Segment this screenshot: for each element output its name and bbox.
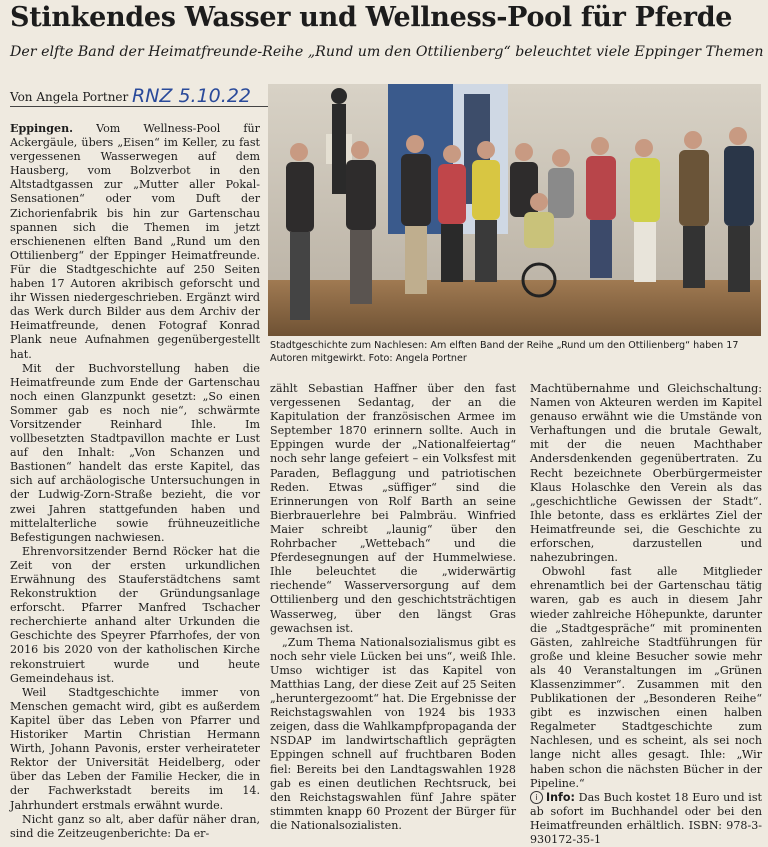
handwritten-note: RNZ 5.10.22 [132, 85, 251, 107]
subheadline: Der elfte Band der Heimatfreunde-Reihe „Rund um den Ottilienberg“ beleuchtet viele Eppinger Themen [10, 44, 764, 60]
info-text: Das Buch kostet 18 Euro und ist ab sofort im Buchhandel oder bei den Heimatfreunden erhältlich. ISBN: 978-3-930172-35-1 [530, 790, 762, 846]
article-paragraph: zählt Sebastian Haffner über den fast vergessenen Sedantag, der an die Kapitulation der französischen Armee im September 1870 erinnern sollte. Auch in Eppingen wurde der „Nationalfeiertag“ noch sehr lange gefeiert – ein Volksfest mit Paraden, Beflaggung und patriotischen Reden. Etwas „süffiger“ sind die Erinnerungen von Rolf Barth an seine Bierbrauerlehre bei Palmbräu. Winfried Maier schreibt „launig“ über den Rohrbacher „Wettebach“ und die Pferdesegnungen auf der Hummelwiese. Ihle beleuchtet die „widerwärtig riechende“ Wasserversorgung auf dem Ottilienberg und den geschichtsträchtigen Wasserweg, über den längst Gras gewachsen ist. [270, 382, 516, 635]
article-paragraph: Ehrenvorsitzender Bernd Röcker hat die Zeit von der ersten urkundlichen Erwähnung des Stauferstädtchens samt Rekonstruktion der Gründungsanlage erforscht. Pfarrer Manfred Tschacher recherchierte anhand alter Urkunden die Geschichte des Speyrer Pfarrhofes, der von 2016 bis 2020 von der katholischen Kirche rekonstruiert wurde und heute Gemeindehaus ist. [10, 544, 260, 685]
article-column-2 [270, 382, 516, 833]
paragraph-text: Vom Wellness-Pool für Ackergäule, übers „Eisen“ im Keller, zu fast vergessenen Wasserwegen auf dem Hausberg, vom Bolzverbot in den Altstadtgassen zur „Mutter aller Pokal-Sensationen“ oder vom Duft der Zichorienfabrik bis hin zur Gartenschau spannen sich die Themen im jetzt erschienenen elften Band „Rund um den Ottilienberg“ der Eppinger Heimatfreunde. Für die Stadtgeschichte auf 250 Seiten haben 17 Autoren akribisch geforscht und ihr Wissen niedergeschrieben. Ergänzt wird das Werk durch Bilder aus dem Archiv der Heimatfreunde, denen Fotograf Konrad Plank neue Aufnahmen gegenübergestellt hat. [10, 122, 260, 361]
dateline: Eppingen. [10, 122, 73, 135]
group-photo [268, 84, 761, 336]
group-photo-illustration [268, 84, 761, 336]
article-paragraph: „Zum Thema Nationalsozialismus gibt es noch sehr viele Lücken bei uns“, weiß Ihle. Umso wichtiger ist das Kapitel von Matthias Lang, der diese Zeit auf 25 Seiten „heruntergezoomt“ hat. Die Ergebnisse der Reichstagswahlen von 1924 bis 1933 zeigen, dass die Wahlkampfpropaganda der NSDAP im landwirtschaftlich geprägten Eppingen schnell auf fruchtbaren Boden fiel: Bereits bei den Landtagswahlen 1928 gab es einen deutlichen Rechtsruck, bei den Reichstagswahlen fünf Jahre später stimmten knapp 60 Prozent der Bürger für die Nationalsozialisten. [270, 635, 516, 832]
article-paragraph: Obwohl fast alle Mitglieder ehrenamtlich bei der Gartenschau tätig waren, gab es auch in diesem Jahr wieder zahlreiche Höhepunkte, darunter die „Stadtgespräche“ mit prominenten Gästen, zahlreiche Stadtführungen für große und kleine Besucher sowie mehr als 40 Veranstaltungen im „Grünen Klassenzimmer“. Zusammen mit den Publikationen der „Besonderen Reihe“ gibt es inzwischen einen halben Regalmeter Stadtgeschichte zum Nachlesen, und es scheint, als sei noch lange nicht alles gesagt. Ihle: „Wir haben schon die nächsten Bücher in der Pipeline.“ [530, 565, 762, 790]
info-label: Info: [546, 790, 575, 804]
article-column-1 [10, 122, 260, 841]
photo-caption: Stadtgeschichte zum Nachlesen: Am elften Band der Reihe „Rund um den Ottilienberg“ haben 17 Autoren mitgewirkt. Foto: Angela Portner [270, 340, 739, 364]
byline: Von Angela Portner [10, 90, 129, 104]
article-paragraph: Nicht ganz so alt, aber dafür näher dran, sind die Zeitzeugenberichte: Da er- [10, 812, 260, 840]
article-paragraph: Weil Stadtgeschichte immer von Menschen gemacht wird, gibt es außerdem Kapitel über das Leben von Pfarrer und Historiker Martin Christian Hermann Wirth, Johann Pavonis, erster verheirateter Rektor der Universität Heidelberg, oder über das Leben der Familie Hecker, die in der Fachwerkstadt bereits im 14. Jahrhundert erstmals erwähnt wurde. [10, 685, 260, 812]
headline: Stinkendes Wasser und Wellness-Pool für Pferde [10, 2, 733, 33]
info-box [530, 791, 762, 847]
info-circle-icon: i [530, 791, 543, 804]
article-paragraph: Mit der Buchvorstellung haben die Heimatfreunde zum Ende der Gartenschau noch einen Glanzpunkt gesetzt: „So einen Sommer gab es noch nie“, schwärmte Vorsitzender Reinhard Ihle. Im vollbesetzten Stadtpavillon machte er Lust auf den Inhalt: „Von Schanzen und Bastionen“ handelt das erste Kapitel, das sich auf archäologische Untersuchungen in der Ludwig-Zorn-Straße bezieht, die vor zwei Jahren stattgefunden haben und mittelalterliche sowie frühneuzeitliche Befestigungen nachwiesen. [10, 361, 260, 544]
article-column-3 [530, 382, 762, 847]
article-paragraph: Machtübernahme und Gleichschaltung: Namen von Akteuren werden im Kapitel genauso erwähnt wie die Umstände von Verhaftungen und die brutale Gewalt, mit der die neuen Machthaber Andersdenkenden gegenübertraten. Zu Recht bezeichnete Oberbürgermeister Klaus Holaschke den Verein als das „geschichtliche Gewissen der Stadt“. Ihle betonte, dass es erklärtes Ziel der Heimatfreunde sei, die Geschichte zu erforschen, darzustellen und nahezubringen. [530, 382, 762, 565]
article-paragraph [10, 122, 260, 362]
